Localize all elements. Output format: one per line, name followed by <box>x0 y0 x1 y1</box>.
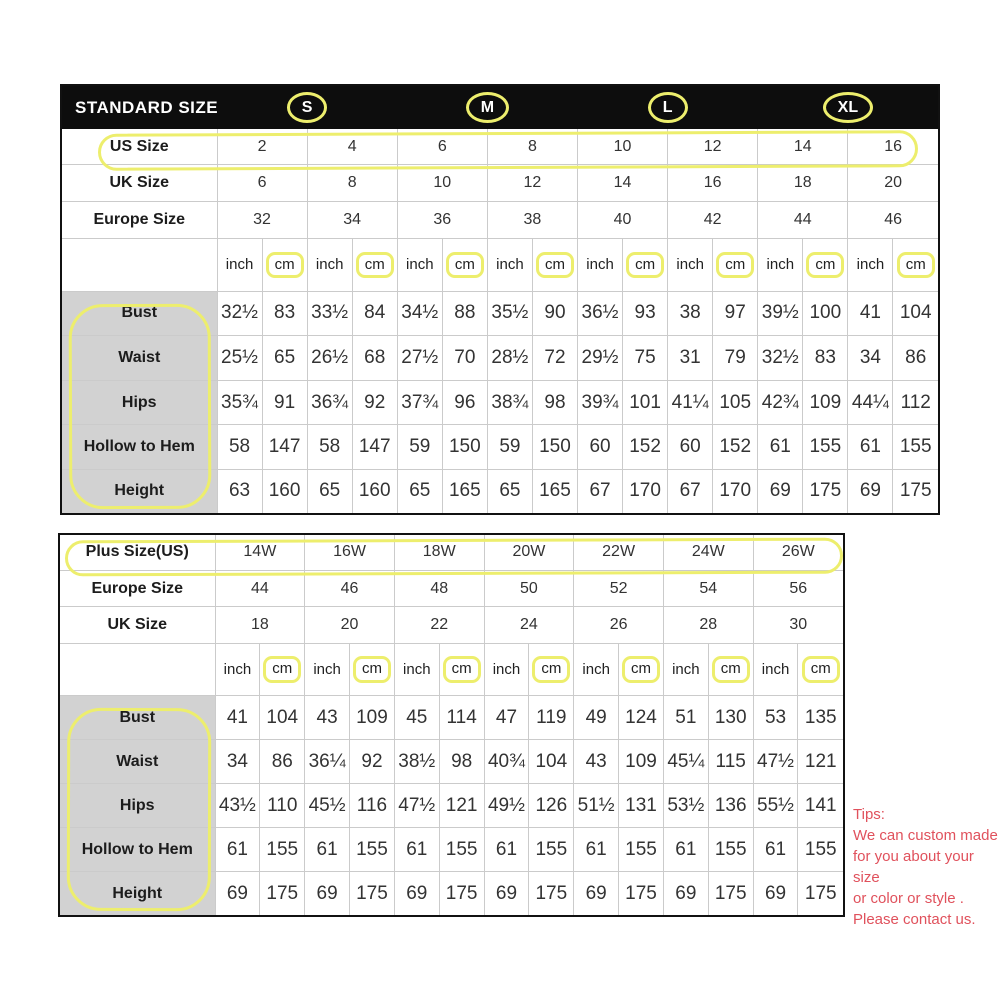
measure-value-cell: 59 <box>397 425 442 470</box>
measure-value-cell: 175 <box>893 469 938 513</box>
size-value-cell: 44 <box>758 202 848 239</box>
measure-value-cell: 59 <box>487 425 532 470</box>
inch-unit-label: inch <box>397 238 442 291</box>
measure-value-cell: 61 <box>663 828 708 872</box>
measure-value-cell: 119 <box>529 695 574 739</box>
inch-unit-label: inch <box>753 643 798 695</box>
measure-value-cell: 53 <box>753 695 798 739</box>
size-value-cell: 10 <box>578 129 668 165</box>
size-value-cell: 14W <box>215 535 305 570</box>
size-value-cell: 54 <box>663 570 753 606</box>
measure-value-cell: 27½ <box>397 336 442 381</box>
measure-value-cell: 170 <box>623 469 668 513</box>
plus-size-grid <box>60 535 843 915</box>
measure-value-cell: 152 <box>623 425 668 470</box>
size-value-cell: 40 <box>578 202 668 239</box>
measure-value-cell: 98 <box>532 380 577 425</box>
measure-value-cell: 43 <box>574 740 619 784</box>
size-value-cell: 14 <box>758 129 848 165</box>
measure-value-cell: 61 <box>758 425 803 470</box>
inch-unit-label: inch <box>668 238 713 291</box>
measure-value-cell: 175 <box>798 872 843 915</box>
cm-unit-cell <box>260 643 305 695</box>
size-value-cell: 16 <box>848 129 938 165</box>
size-value-cell: 28 <box>663 607 753 643</box>
measure-row-label: Height <box>62 469 217 513</box>
measure-value-cell: 45¼ <box>663 740 708 784</box>
measure-value-cell: 97 <box>713 291 758 336</box>
measure-value-cell: 41¼ <box>668 380 713 425</box>
measure-value-cell: 69 <box>305 872 350 915</box>
measure-value-cell: 175 <box>260 872 305 915</box>
measure-value-cell: 110 <box>260 784 305 828</box>
measure-value-cell: 109 <box>803 380 848 425</box>
cm-highlight-annotation: cm <box>263 656 301 682</box>
measure-value-cell: 93 <box>623 291 668 336</box>
measure-value-cell: 79 <box>713 336 758 381</box>
measure-value-cell: 155 <box>439 828 484 872</box>
measure-value-cell: 47½ <box>753 740 798 784</box>
size-value-cell: 30 <box>753 607 843 643</box>
measure-value-cell: 170 <box>713 469 758 513</box>
measure-value-cell: 32½ <box>217 291 262 336</box>
measure-value-cell: 75 <box>623 336 668 381</box>
measure-value-cell: 45 <box>394 695 439 739</box>
measure-value-cell: 61 <box>394 828 439 872</box>
measure-value-cell: 105 <box>713 380 758 425</box>
size-group-zone-s <box>217 92 397 123</box>
measure-value-cell: 72 <box>532 336 577 381</box>
size-xl-ellipse-annotation: XL <box>823 92 873 123</box>
size-value-cell: 10 <box>397 165 487 202</box>
measure-value-cell: 41 <box>215 695 260 739</box>
measure-value-cell: 98 <box>439 740 484 784</box>
measure-value-cell: 155 <box>708 828 753 872</box>
size-value-cell: 16 <box>668 165 758 202</box>
measure-value-cell: 63 <box>217 469 262 513</box>
measure-value-cell: 155 <box>529 828 574 872</box>
measure-value-cell: 28½ <box>487 336 532 381</box>
size-value-cell: 12 <box>668 129 758 165</box>
measure-value-cell: 65 <box>397 469 442 513</box>
cm-highlight-annotation: cm <box>446 252 484 278</box>
tips-line: for you about your size <box>853 848 974 886</box>
measure-value-cell: 69 <box>394 872 439 915</box>
measure-value-cell: 43½ <box>215 784 260 828</box>
measure-value-cell: 150 <box>442 425 487 470</box>
inch-unit-label: inch <box>394 643 439 695</box>
standard-size-title: STANDARD SIZE <box>75 97 219 117</box>
measure-value-cell: 124 <box>619 695 664 739</box>
measure-value-cell: 41 <box>848 291 893 336</box>
measure-value-cell: 32½ <box>758 336 803 381</box>
size-value-cell: 14 <box>578 165 668 202</box>
size-value-cell: 16W <box>305 535 395 570</box>
cm-unit-cell <box>619 643 664 695</box>
measure-value-cell: 43 <box>305 695 350 739</box>
measure-value-cell: 112 <box>893 380 938 425</box>
measure-value-cell: 115 <box>708 740 753 784</box>
row-label: Europe Size <box>62 202 217 239</box>
measure-value-cell: 100 <box>803 291 848 336</box>
measure-value-cell: 141 <box>798 784 843 828</box>
cm-highlight-annotation: cm <box>802 656 840 682</box>
size-value-cell: 20W <box>484 535 574 570</box>
size-value-cell: 26 <box>574 607 664 643</box>
measure-value-cell: 147 <box>262 425 307 470</box>
size-value-cell: 34 <box>307 202 397 239</box>
cm-highlight-annotation: cm <box>622 656 660 682</box>
measure-value-cell: 65 <box>487 469 532 513</box>
tips-line: Please contact us. <box>853 911 976 928</box>
measure-value-cell: 175 <box>803 469 848 513</box>
measure-value-cell: 67 <box>668 469 713 513</box>
size-value-cell: 2 <box>217 129 307 165</box>
measure-value-cell: 38¾ <box>487 380 532 425</box>
measure-value-cell: 175 <box>529 872 574 915</box>
measure-value-cell: 165 <box>532 469 577 513</box>
measure-value-cell: 155 <box>350 828 395 872</box>
measure-row-label: Bust <box>62 291 217 336</box>
measure-value-cell: 25½ <box>217 336 262 381</box>
size-group-zone-l <box>578 92 758 123</box>
measure-value-cell: 49½ <box>484 784 529 828</box>
size-value-cell: 32 <box>217 202 307 239</box>
standard-size-grid <box>62 129 938 513</box>
tips-line: We can custom made <box>853 827 998 844</box>
measure-row-label: Waist <box>60 740 215 784</box>
measure-value-cell: 69 <box>484 872 529 915</box>
cm-unit-cell <box>262 238 307 291</box>
measure-value-cell: 88 <box>442 291 487 336</box>
standard-size-table <box>60 84 940 515</box>
size-value-cell: 20 <box>848 165 938 202</box>
measure-row-label: Hips <box>60 784 215 828</box>
measure-value-cell: 29½ <box>578 336 623 381</box>
size-value-cell: 18 <box>215 607 305 643</box>
cm-highlight-annotation: cm <box>353 656 391 682</box>
cm-highlight-annotation: cm <box>716 252 754 278</box>
measure-value-cell: 70 <box>442 336 487 381</box>
cm-highlight-annotation: cm <box>266 252 304 278</box>
measure-value-cell: 51½ <box>574 784 619 828</box>
measure-row-label: Hollow to Hem <box>62 425 217 470</box>
measure-value-cell: 35¾ <box>217 380 262 425</box>
measure-value-cell: 33½ <box>307 291 352 336</box>
measure-value-cell: 130 <box>708 695 753 739</box>
measure-value-cell: 136 <box>708 784 753 828</box>
size-value-cell: 42 <box>668 202 758 239</box>
measure-value-cell: 65 <box>307 469 352 513</box>
size-value-cell: 26W <box>753 535 843 570</box>
measure-value-cell: 90 <box>532 291 577 336</box>
measure-value-cell: 69 <box>574 872 619 915</box>
measure-value-cell: 104 <box>893 291 938 336</box>
measure-value-cell: 152 <box>713 425 758 470</box>
measure-value-cell: 160 <box>262 469 307 513</box>
size-value-cell: 6 <box>217 165 307 202</box>
measure-value-cell: 44¼ <box>848 380 893 425</box>
measure-value-cell: 60 <box>668 425 713 470</box>
measure-value-cell: 150 <box>532 425 577 470</box>
measure-value-cell: 34½ <box>397 291 442 336</box>
measure-value-cell: 49 <box>574 695 619 739</box>
measure-value-cell: 38½ <box>394 740 439 784</box>
measure-value-cell: 175 <box>708 872 753 915</box>
measure-value-cell: 86 <box>260 740 305 784</box>
measure-value-cell: 58 <box>307 425 352 470</box>
cm-highlight-annotation: cm <box>626 252 664 278</box>
cm-highlight-annotation: cm <box>897 252 935 278</box>
measure-row-label: Hollow to Hem <box>60 828 215 872</box>
unit-row-spacer <box>60 643 215 695</box>
size-value-cell: 50 <box>484 570 574 606</box>
size-value-cell: 8 <box>487 129 577 165</box>
inch-unit-label: inch <box>578 238 623 291</box>
cm-unit-cell <box>532 238 577 291</box>
measure-value-cell: 84 <box>352 291 397 336</box>
measure-value-cell: 165 <box>442 469 487 513</box>
measure-value-cell: 175 <box>439 872 484 915</box>
cm-highlight-annotation: cm <box>536 252 574 278</box>
inch-unit-label: inch <box>758 238 803 291</box>
measure-value-cell: 155 <box>798 828 843 872</box>
measure-value-cell: 68 <box>352 336 397 381</box>
measure-value-cell: 61 <box>305 828 350 872</box>
measure-value-cell: 155 <box>260 828 305 872</box>
size-value-cell: 4 <box>307 129 397 165</box>
measure-value-cell: 51 <box>663 695 708 739</box>
measure-value-cell: 47 <box>484 695 529 739</box>
cm-highlight-annotation: cm <box>806 252 844 278</box>
measure-value-cell: 36¼ <box>305 740 350 784</box>
measure-value-cell: 114 <box>439 695 484 739</box>
measure-value-cell: 39¾ <box>578 380 623 425</box>
size-group-zone-m <box>397 92 577 123</box>
measure-value-cell: 83 <box>803 336 848 381</box>
measure-value-cell: 91 <box>262 380 307 425</box>
cm-unit-cell <box>352 238 397 291</box>
cm-unit-cell <box>350 643 395 695</box>
measure-value-cell: 34 <box>215 740 260 784</box>
plus-size-table <box>58 533 845 917</box>
measure-value-cell: 42¾ <box>758 380 803 425</box>
measure-value-cell: 31 <box>668 336 713 381</box>
size-value-cell: 48 <box>394 570 484 606</box>
size-s-ellipse-annotation: S <box>287 92 328 123</box>
measure-value-cell: 40¾ <box>484 740 529 784</box>
size-value-cell: 56 <box>753 570 843 606</box>
measure-value-cell: 61 <box>215 828 260 872</box>
measure-value-cell: 37¾ <box>397 380 442 425</box>
measure-value-cell: 35½ <box>487 291 532 336</box>
measure-value-cell: 83 <box>262 291 307 336</box>
inch-unit-label: inch <box>217 238 262 291</box>
row-label: UK Size <box>62 165 217 202</box>
unit-row-spacer <box>62 238 217 291</box>
measure-value-cell: 135 <box>798 695 843 739</box>
cm-highlight-annotation: cm <box>532 656 570 682</box>
measure-value-cell: 61 <box>484 828 529 872</box>
measure-value-cell: 36½ <box>578 291 623 336</box>
cm-highlight-annotation: cm <box>443 656 481 682</box>
size-value-cell: 38 <box>487 202 577 239</box>
size-value-cell: 12 <box>487 165 577 202</box>
measure-value-cell: 121 <box>798 740 843 784</box>
size-l-ellipse-annotation: L <box>648 92 688 123</box>
size-value-cell: 46 <box>848 202 938 239</box>
size-value-cell: 20 <box>305 607 395 643</box>
inch-unit-label: inch <box>305 643 350 695</box>
cm-unit-cell <box>439 643 484 695</box>
measure-value-cell: 58 <box>217 425 262 470</box>
tips-line: or color or style . <box>853 890 964 907</box>
measure-value-cell: 69 <box>215 872 260 915</box>
measure-row-label: Waist <box>62 336 217 381</box>
measure-value-cell: 60 <box>578 425 623 470</box>
measure-value-cell: 109 <box>350 695 395 739</box>
inch-unit-label: inch <box>307 238 352 291</box>
measure-row-label: Height <box>60 872 215 915</box>
inch-unit-label: inch <box>848 238 893 291</box>
measure-value-cell: 47½ <box>394 784 439 828</box>
inch-unit-label: inch <box>663 643 708 695</box>
inch-unit-label: inch <box>484 643 529 695</box>
measure-value-cell: 155 <box>619 828 664 872</box>
row-label: US Size <box>62 129 217 165</box>
size-value-cell: 52 <box>574 570 664 606</box>
measure-value-cell: 96 <box>442 380 487 425</box>
row-label: UK Size <box>60 607 215 643</box>
measure-value-cell: 86 <box>893 336 938 381</box>
measure-value-cell: 53½ <box>663 784 708 828</box>
cm-highlight-annotation: cm <box>712 656 750 682</box>
cm-highlight-annotation: cm <box>356 252 394 278</box>
measure-value-cell: 147 <box>352 425 397 470</box>
measure-value-cell: 69 <box>753 872 798 915</box>
measure-value-cell: 131 <box>619 784 664 828</box>
measure-value-cell: 69 <box>758 469 803 513</box>
standard-size-header-bar <box>62 86 938 129</box>
cm-unit-cell <box>623 238 668 291</box>
measure-value-cell: 65 <box>262 336 307 381</box>
size-value-cell: 22W <box>574 535 664 570</box>
measure-value-cell: 116 <box>350 784 395 828</box>
row-label: Plus Size(US) <box>60 535 215 570</box>
size-value-cell: 24 <box>484 607 574 643</box>
measure-value-cell: 39½ <box>758 291 803 336</box>
measure-row-label: Hips <box>62 380 217 425</box>
tips-note <box>853 804 999 930</box>
measure-value-cell: 69 <box>848 469 893 513</box>
cm-unit-cell <box>803 238 848 291</box>
cm-unit-cell <box>893 238 938 291</box>
inch-unit-label: inch <box>574 643 619 695</box>
measure-value-cell: 61 <box>574 828 619 872</box>
size-value-cell: 44 <box>215 570 305 606</box>
measure-value-cell: 38 <box>668 291 713 336</box>
size-value-cell: 18 <box>758 165 848 202</box>
size-value-cell: 18W <box>394 535 484 570</box>
cm-unit-cell <box>713 238 758 291</box>
measure-value-cell: 104 <box>529 740 574 784</box>
row-label: Europe Size <box>60 570 215 606</box>
size-value-cell: 24W <box>663 535 753 570</box>
measure-value-cell: 160 <box>352 469 397 513</box>
measure-value-cell: 101 <box>623 380 668 425</box>
size-group-zone-xl <box>758 92 938 123</box>
measure-value-cell: 175 <box>619 872 664 915</box>
inch-unit-label: inch <box>487 238 532 291</box>
measure-value-cell: 104 <box>260 695 305 739</box>
cm-unit-cell <box>442 238 487 291</box>
measure-value-cell: 55½ <box>753 784 798 828</box>
measure-value-cell: 26½ <box>307 336 352 381</box>
measure-value-cell: 36¾ <box>307 380 352 425</box>
size-value-cell: 36 <box>397 202 487 239</box>
cm-unit-cell <box>529 643 574 695</box>
measure-value-cell: 175 <box>350 872 395 915</box>
cm-unit-cell <box>798 643 843 695</box>
measure-value-cell: 155 <box>803 425 848 470</box>
cm-unit-cell <box>708 643 753 695</box>
measure-value-cell: 45½ <box>305 784 350 828</box>
measure-value-cell: 92 <box>352 380 397 425</box>
measure-value-cell: 61 <box>753 828 798 872</box>
measure-value-cell: 34 <box>848 336 893 381</box>
tips-title: Tips: <box>853 806 885 823</box>
measure-value-cell: 155 <box>893 425 938 470</box>
size-m-ellipse-annotation: M <box>466 92 509 123</box>
inch-unit-label: inch <box>215 643 260 695</box>
measure-value-cell: 67 <box>578 469 623 513</box>
measure-value-cell: 69 <box>663 872 708 915</box>
measure-value-cell: 61 <box>848 425 893 470</box>
measure-value-cell: 92 <box>350 740 395 784</box>
size-value-cell: 6 <box>397 129 487 165</box>
size-value-cell: 22 <box>394 607 484 643</box>
measure-value-cell: 121 <box>439 784 484 828</box>
size-value-cell: 46 <box>305 570 395 606</box>
measure-row-label: Bust <box>60 695 215 739</box>
measure-value-cell: 109 <box>619 740 664 784</box>
size-value-cell: 8 <box>307 165 397 202</box>
measure-value-cell: 126 <box>529 784 574 828</box>
